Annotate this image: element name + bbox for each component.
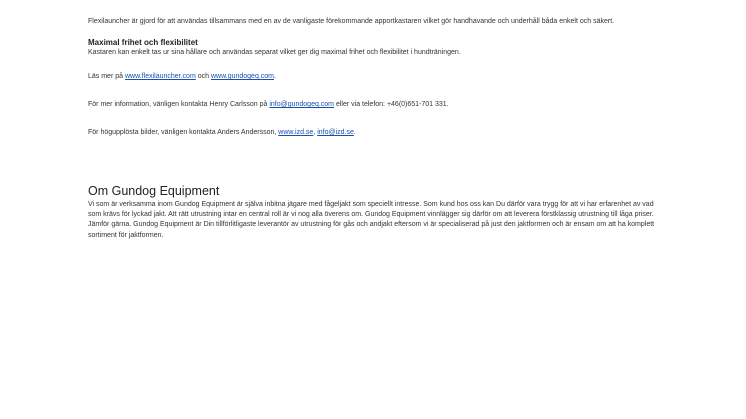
contact-info-prefix: För mer information, vänligen kontakta Henry Carlsson på [88, 101, 270, 108]
flexilauncher-link[interactable]: www.flexilauncher.com [124, 73, 196, 80]
read-more-line [88, 72, 668, 82]
images-contact-line [88, 128, 668, 138]
izd-email-link[interactable]: info@izd.se [317, 129, 354, 136]
about-paragraph: Vi som är verksamma inom Gundog Equipment är själva inbitna jägare med fågeljakt som speciellt intresse. Som kund hos oss kan Du därför vara trygg för att vi har erfarenhet av vad som krävs för lyckad jakt. Att rätt utrustning intar en central roll är vi nog alla överens om. Gundog Equipment vinnlägger sig därför om att leverera förstklassig utrustning till låga priser. Jämför gärna. Gundog Equipment är Din tillförlitligaste leverantör av utrustning för gås och andjakt eftersom vi är specialiserad på just den jaktformen och är ensam om att ha komplett sortiment för jaktformen. [88, 201, 655, 239]
document-page [88, 14, 668, 241]
about-heading: Om Gundog Equipment [88, 184, 220, 198]
freedom-paragraph: Kastaren kan enkelt tas ur sina hållare och användas separat vilket ger dig maximal frihet och flexibilitet i hundträningen. [88, 49, 461, 56]
images-separator: , [313, 129, 318, 136]
intro-paragraph: Flexilauncher är gjord för att användas tillsammans med en av de vanligaste förekommande apportkastaren vilket gör handhavande och underhåll båda enkelt och säkert. [88, 18, 615, 25]
contact-email-link[interactable]: info@gundogeq.com [269, 101, 335, 108]
contact-info-suffix: eller via telefon: +46(0)651-701 331. [334, 101, 449, 108]
contact-info-line [88, 100, 668, 110]
images-contact-suffix: . [353, 129, 356, 136]
izd-website-link[interactable]: www.izd.se [278, 129, 314, 136]
read-more-middle: och [195, 73, 211, 80]
images-contact-prefix: För högupplösta bilder, vänligen kontakta Anders Andersson, [88, 129, 279, 136]
read-more-prefix: Läs mer på [88, 73, 125, 80]
read-more-suffix: . [274, 73, 276, 80]
freedom-heading: Maximal frihet och flexibilitet [88, 38, 198, 47]
gundogeq-link[interactable]: www.gundogeq.com [210, 73, 275, 80]
